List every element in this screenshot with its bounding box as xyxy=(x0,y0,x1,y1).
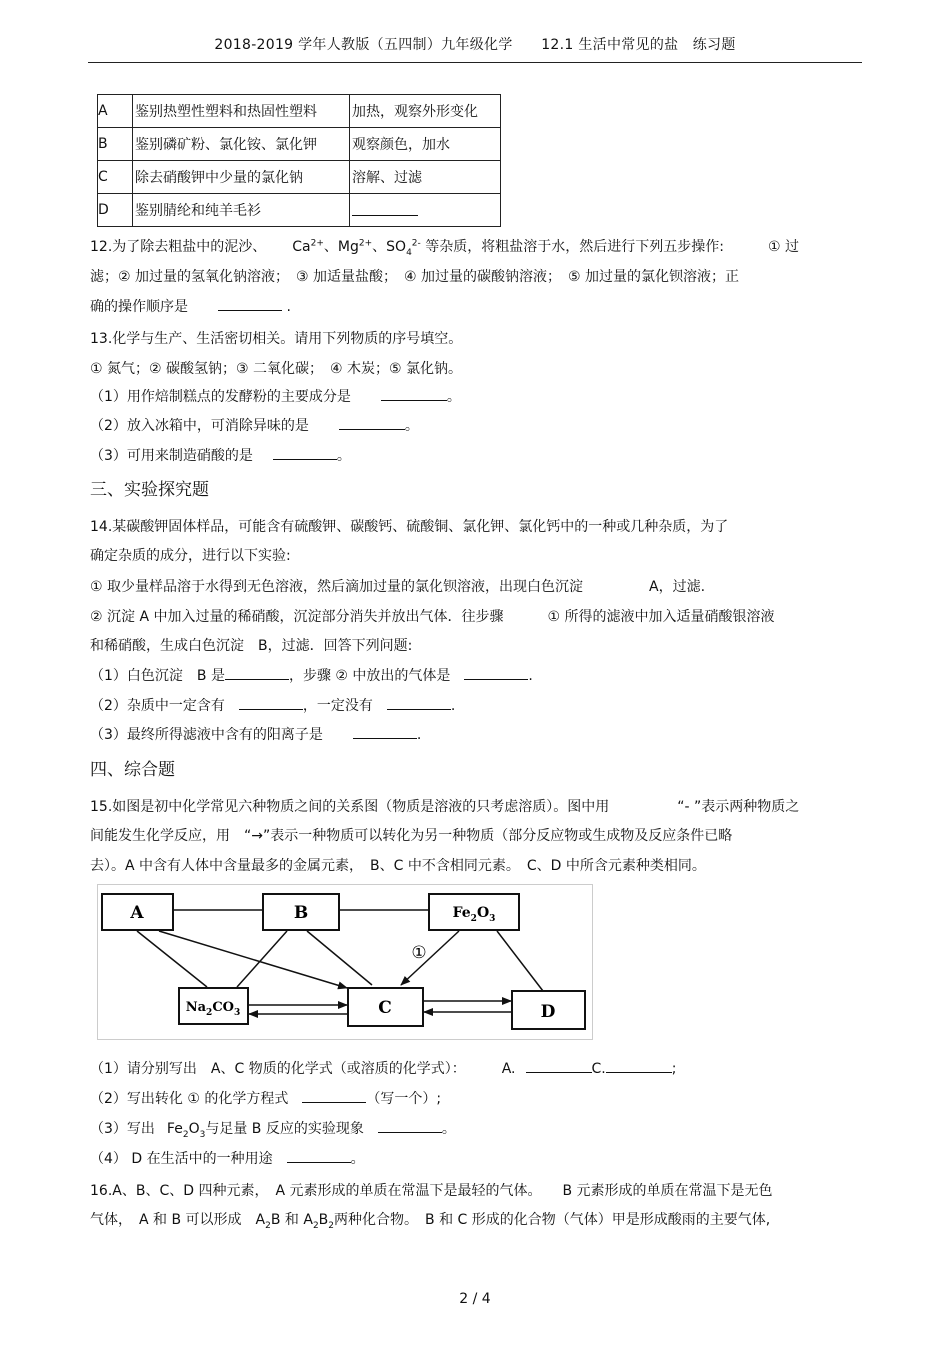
q15-sub2: （2）写出转化 ① 的化学方程式 （写一个）; xyxy=(90,1091,442,1107)
q14-line4: ② 沉淀 A 中加入过量的稀硝酸，沉淀部分消失并放出气体．往步骤 ① 所得的滤液中加入适量硝酸银溶液 xyxy=(90,609,775,625)
page-number: 2 / 4 xyxy=(459,1291,491,1307)
answer-blank[interactable] xyxy=(378,1120,442,1133)
q12-line1: 12.为了除去粗盐中的泥沙、 $Ca^{2+}$、$Mg^{2+}$、$SO_4^{2-}$ 等杂质，将粗盐溶于水，然后进行下列五步操作: ① 过 xyxy=(90,238,799,258)
q14-line5: 和稀硝酸，生成白色沉淀 B，过滤．回答下列问题: xyxy=(90,638,413,654)
label-b: B xyxy=(293,903,309,923)
option-task: 除去硝酸钾中少量的氯化钠 xyxy=(133,161,350,194)
option-method xyxy=(350,194,501,227)
q14-line1: 14.某碳酸钾固体样品，可能含有硫酸钾、碳酸钙、硫酸铜、氯化钾、氯化钙中的一种或几种杂质，为了 xyxy=(90,519,729,535)
q15-line2: 间能发生化学反应，用 “→”表示一种物质可以转化为另一种物质（部分反应物或生成物及反应条件已略 xyxy=(90,828,733,844)
answer-blank[interactable] xyxy=(225,667,289,680)
label-d: D xyxy=(540,1002,556,1022)
option-letter: C xyxy=(98,161,133,194)
table-row xyxy=(98,128,501,161)
table-row xyxy=(98,194,501,227)
q16-line2: 气体， A 和 B 可以形成 $A_2B$ 和 $A_2B_2$两种化合物。 B 和 C 形成的化合物（气体）甲是形成酸雨的主要气体, xyxy=(90,1212,771,1231)
table-row xyxy=(98,95,501,128)
q14-line2: 确定杂质的成分，进行以下实验: xyxy=(90,548,291,564)
q16-line1: 16.A、B、C、D 四种元素， A 元素形成的单质在常温下是最轻的气体。 B 元素形成的单质在常温下是无色 xyxy=(90,1183,773,1199)
q14-line6: （1）白色沉淀 B 是 ，步骤 ② 中放出的气体是 . xyxy=(90,668,533,684)
option-task: 鉴别热塑性塑料和热固性塑料 xyxy=(133,95,350,128)
q13-line1: 13.化学与生产、生活密切相关。请用下列物质的序号填空。 xyxy=(90,331,463,347)
q13-line2: ① 氮气；② 碳酸氢钠；③ 二氧化碳； ④ 木炭；⑤ 氯化钠。 xyxy=(90,361,463,377)
q12-line3: 确的操作顺序是 . xyxy=(90,299,291,315)
answer-blank[interactable] xyxy=(273,447,337,460)
option-method: 观察颜色，加水 xyxy=(350,128,501,161)
option-letter: D xyxy=(98,194,133,227)
option-method: 加热，观察外形变化 xyxy=(350,95,501,128)
q13-line3: （1）用作焙制糕点的发酵粉的主要成分是 。 xyxy=(90,389,461,405)
q15-sub1: （1）请分别写出 A、C 物质的化学式（或溶质的化学式）： A. C. ; xyxy=(90,1061,677,1077)
label-fe2o3: $Fe_2O_3$ xyxy=(452,905,496,924)
label-step-1: ① xyxy=(411,943,427,963)
answer-blank[interactable] xyxy=(352,201,418,216)
q14-line3: ① 取少量样品溶于水得到无色溶液，然后滴加过量的氯化钡溶液，出现白色沉淀 A，过滤. xyxy=(90,579,706,595)
answer-blank[interactable] xyxy=(606,1060,672,1073)
section-heading: 三、实验探究题 xyxy=(90,480,209,500)
option-task: 鉴别磷矿粉、氯化铵、氯化钾 xyxy=(133,128,350,161)
answer-blank[interactable] xyxy=(339,417,405,430)
option-letter: B xyxy=(98,128,133,161)
label-a: A xyxy=(130,903,144,923)
answer-blank[interactable] xyxy=(302,1090,366,1103)
answer-blank[interactable] xyxy=(353,726,417,739)
page-header: 2018-2019 学年人教版（五四制）九年级化学 12.1 生活中常见的盐 练习题 xyxy=(214,37,736,53)
answer-blank[interactable] xyxy=(239,697,303,710)
link-b-na2co3 xyxy=(237,931,287,987)
table-row xyxy=(98,161,501,194)
q15-line3: 去）。A 中含有人体中含量最多的金属元素， B、C 中不含相同元素。 C、D 中所含元素种类相同。 xyxy=(90,858,706,874)
relationship-diagram xyxy=(97,884,593,1040)
arrow-fe2o3-c xyxy=(401,931,459,985)
answer-blank[interactable] xyxy=(381,388,447,401)
option-method: 溶解、过滤 xyxy=(350,161,501,194)
q14-line8: （3）最终所得滤液中含有的阳离子是 . xyxy=(90,727,422,743)
section-heading: 四、综合题 xyxy=(90,760,175,780)
answer-blank[interactable] xyxy=(526,1060,592,1073)
label-na2co3: $Na_2CO_3$ xyxy=(185,1000,241,1018)
label-c: C xyxy=(378,998,392,1018)
answer-blank[interactable] xyxy=(387,697,451,710)
answer-blank[interactable] xyxy=(218,298,282,311)
link-a-na2co3 xyxy=(137,931,207,987)
link-fe2o3-d xyxy=(497,931,543,991)
answer-blank[interactable] xyxy=(287,1150,351,1163)
options-table xyxy=(97,94,501,227)
header-divider xyxy=(88,62,862,63)
arrow-a-c xyxy=(159,931,347,988)
box-fe2o3 xyxy=(429,894,519,930)
q13-line5: （3）可用来制造硝酸的是 。 xyxy=(90,448,351,464)
q15-line1: 15.如图是初中化学常见六种物质之间的关系图（物质是溶液的只考虑溶质）。图中用 “- ”表示两种物质之 xyxy=(90,799,800,815)
link-b-c xyxy=(307,931,372,985)
q14-line7: （2）杂质中一定含有 ，一定没有 . xyxy=(90,698,456,714)
option-task: 鉴别腈纶和纯羊毛衫 xyxy=(133,194,350,227)
option-letter: A xyxy=(98,95,133,128)
q15-sub4: （4） D 在生活中的一种用途 。 xyxy=(90,1151,365,1167)
q15-sub3: （3）写出 $Fe_2O_3$与足量 B 反应的实验现象 。 xyxy=(90,1121,456,1140)
q12-line2: 滤；② 加过量的氢氧化钠溶液； ③ 加适量盐酸； ④ 加过量的碳酸钠溶液； ⑤ 加过量的氯化钡溶液；正 xyxy=(90,269,740,285)
q13-line4: （2）放入冰箱中，可消除异味的是 。 xyxy=(90,418,419,434)
answer-blank[interactable] xyxy=(464,667,528,680)
